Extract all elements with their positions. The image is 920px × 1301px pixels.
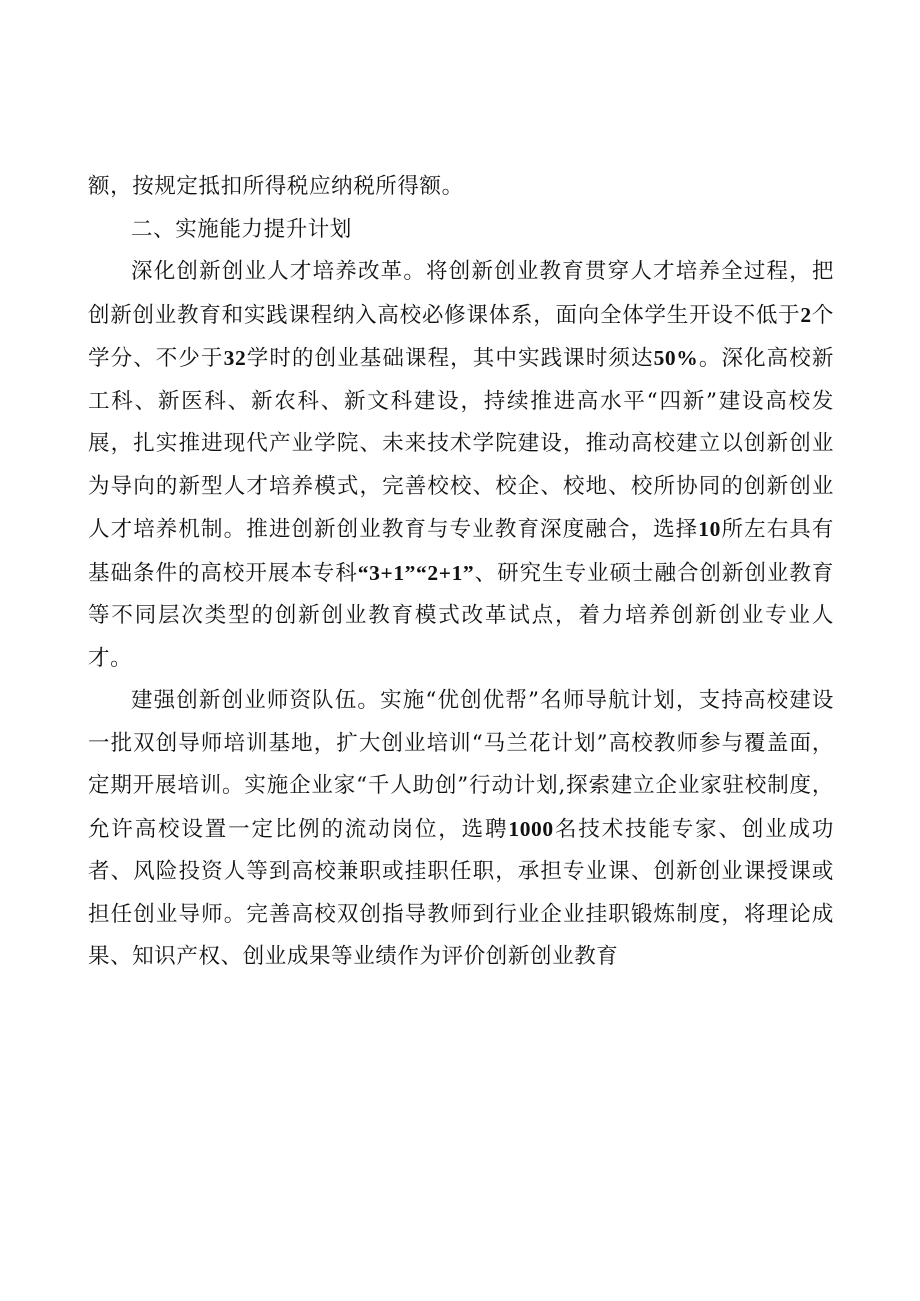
number-schools: 10 (698, 517, 721, 541)
text-run: 个学分、不少于 (88, 302, 834, 371)
text-run: 名技术技能专家、创业成功者、风险投资人等到高校兼职或挂职任职，承担专业课、创新创业课授课或担任创业导师。完善高校双创指导教师到行业企业挂职锻炼制度，将理论成果、知识产权、创业成果等业绩作为评价创新创业教育 (88, 816, 834, 969)
text-run: 、研究生专业硕士融合创新创业教育等不同层次类型的创新创业教育模式改革试点，着力培养创新创业专业人才。 (88, 560, 834, 671)
number-experts: 1000 (508, 816, 554, 841)
number-percent: 50% (653, 346, 699, 370)
text-run: 建强创新创业师资队伍。实施“优创优帮”名师导航计划，支持高校建设一批双创导师培训基地，扩大创业培训“马兰花计划”高校教师参与覆盖面，定期开展培训。实施企业家“千人助创”行动计划,探索建立企业家驻校制度，允许高校设置一定比例的流动岗位，选聘 (88, 688, 834, 842)
text-run: 学时的创业基础课程，其中实践课时须达 (246, 346, 654, 371)
text-run: 所左右具有基础条件的高校开展本专科 (88, 517, 834, 586)
paragraph-continued: 额，按规定抵扣所得税应纳税所得额。 (88, 174, 464, 199)
number-credits: 2 (800, 302, 812, 327)
section-heading: 二、实施能力提升计划 (131, 216, 353, 242)
paragraph-talent-training (88, 251, 834, 680)
text-run: 深化创新创业人才培养改革。将创新创业教育贯穿人才培养全过程，把创新创业教育和实践课程纳入高校必修课体系，面向全体学生开设不低于 (88, 259, 834, 328)
number-program-types: “3+1”“2+1” (357, 560, 475, 585)
text-run: 。深化高校新工科、新医科、新农科、新文科建设，持续推进高水平“四新”建设高校发展，扎实推进现代产业学院、未来技术学院建设，推动高校建立以创新创业为导向的新型人才培养模式，完善校校、校企、校地、校所协同的创新创业人才培养机制。推进创新创业教育与专业教育深度融合，选择 (88, 346, 834, 542)
document-body (88, 166, 834, 979)
paragraph-faculty-team (88, 680, 834, 979)
number-hours: 32 (223, 346, 247, 370)
